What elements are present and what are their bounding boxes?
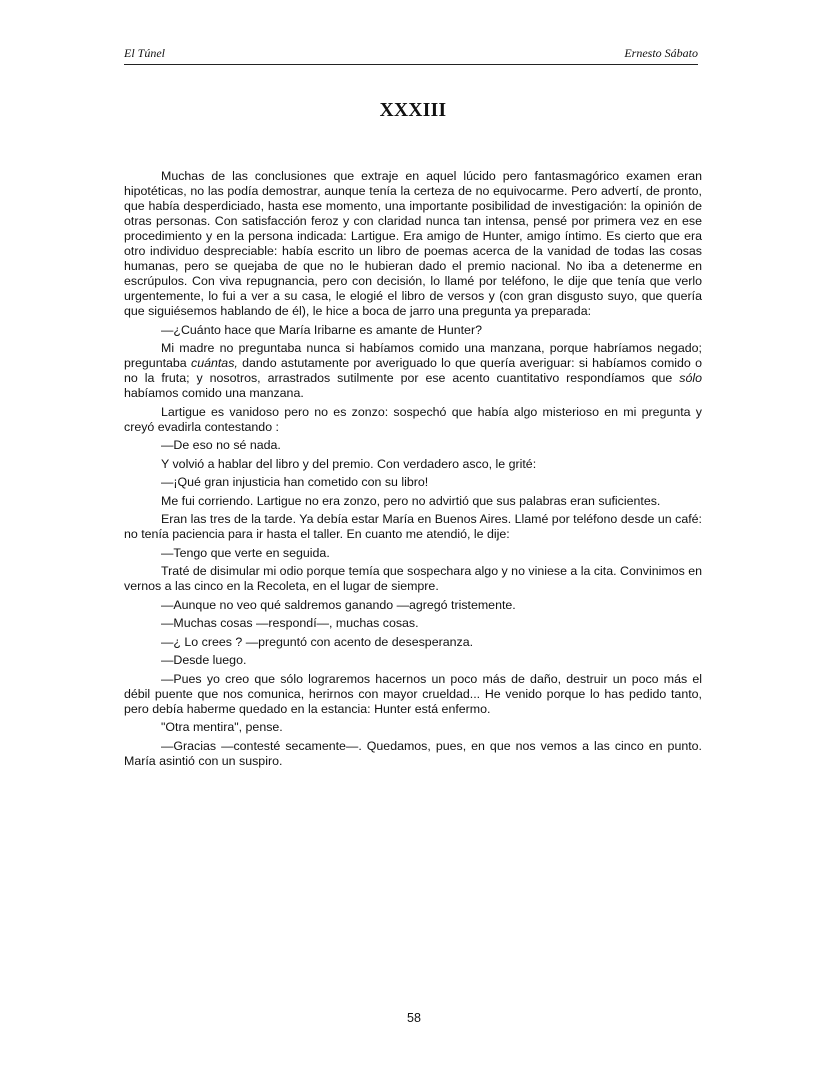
text-run: —De eso no sé nada. — [161, 438, 281, 452]
paragraph — [124, 475, 702, 490]
italic-text: cuántas, — [191, 356, 238, 370]
paragraph — [124, 720, 702, 735]
text-run: —Aunque no veo qué saldremos ganando —agregó tristemente. — [161, 597, 516, 612]
paragraph — [124, 635, 702, 650]
paragraph — [124, 341, 702, 401]
paragraph — [124, 512, 702, 542]
paragraph — [124, 494, 702, 509]
text-run: —¿ Lo crees ? —preguntó con acento de desesperanza. — [161, 634, 474, 649]
text-run: habíamos comido una manzana. — [124, 386, 304, 400]
paragraph — [124, 457, 702, 472]
paragraph — [124, 653, 702, 668]
text-run: —¿Cuánto hace que María Iribarne es amante de Hunter? — [161, 322, 482, 337]
text-run: Muchas de las conclusiones que extraje en aquel lúcido pero fantasmagórico examen eran hipotéticas, no las podía demostrar, aunque tenía la certeza de no equivocarme. Pero advertí, de pronto, que había desperdiciado, hasta ese momento, una importante posibilidad de investigación: la opinión de otras personas. Con satisfacción feroz y con claridad nunca tan intensa, pensé por primera vez en ese procedimiento y en la persona indicada: Lartigue. Era amigo de Hunter, amigo íntimo. Es cierto que era otro individuo despreciable: había escrito un libro de poemas acerca de la vanidad de todas las cosas humanas, pero se quejaba de que no le hubieran dado el premio nacional. No iba a detenerme en escrúpulos. Con viva repugnancia, pero con decisión, lo llamé por teléfono, le dije que tenía que verlo urgentemente, lo fui a ver a su casa, le elogié el libro de versos y (con gran disgusto suyo, que quería que siguiésemos hablando de él), le hice a boca de jarro una pregunta ya preparada: — [124, 169, 702, 318]
header-author: Ernesto Sábato — [624, 46, 698, 60]
chapter-title: XXXIII — [379, 100, 447, 121]
text-run: —Desde luego. — [161, 653, 247, 667]
paragraph — [124, 169, 702, 319]
paragraph — [124, 598, 702, 613]
paragraph — [124, 546, 702, 561]
paragraph — [124, 672, 702, 717]
italic-text: sólo — [679, 371, 702, 385]
text-run: —Pues yo creo que sólo lograremos hacernos un poco más de daño, destruir un poco más el débil puente que nos comunica, herirnos con mayor crueldad... He venido porque lo has pedido tanto, pero debía haberme quedado en la estancia: Hunter está enfermo. — [124, 671, 702, 716]
text-run: Mi madre no preguntaba nunca si habíamos comido una manzana, porque habríamos negado; preguntaba — [124, 341, 702, 370]
text-run: "Otra mentira", pense. — [161, 720, 283, 734]
text-run: —Muchas cosas —respondí—, muchas cosas. — [161, 616, 419, 630]
paragraph — [124, 564, 702, 594]
paragraph — [124, 405, 702, 435]
text-run: Eran las tres de la tarde. Ya debía estar María en Buenos Aires. Llamé por teléfono desde un café: no tenía paciencia para ir hasta el taller. En cuanto me atendió, le dije: — [124, 512, 702, 541]
body-text — [124, 169, 702, 772]
paragraph — [124, 323, 702, 338]
paragraph — [124, 438, 702, 453]
paragraph — [124, 616, 702, 631]
page-number: 58 — [407, 1011, 421, 1025]
text-run: dando astutamente por averiguado lo que quería averiguar: si habíamos comido o no la fruta; y nosotros, arrastrados sutilmente por ese acento cuantitativo respondíamos que — [124, 356, 702, 385]
header-book-title: El Túnel — [124, 46, 165, 60]
text-run: Traté de disimular mi odio porque temía que sospechara algo y no viniese a la cita. Convinimos en vernos a las cinco en la Recoleta, en el lugar de siempre. — [124, 564, 702, 593]
text-run: —Gracias —contesté secamente—. Quedamos, pues, en que nos vemos a las cinco en punto. María asintió con un suspiro. — [124, 738, 702, 768]
text-run: Me fui corriendo. Lartigue no era zonzo, pero no advirtió que sus palabras eran suficientes. — [161, 493, 661, 508]
text-run: Y volvió a hablar del libro y del premio. Con verdadero asco, le grité: — [161, 456, 537, 471]
text-run: —¡Qué gran injusticia han cometido con su libro! — [161, 475, 429, 489]
paragraph — [124, 739, 702, 769]
text-run: Lartigue es vanidoso pero no es zonzo: sospechó que había algo misterioso en mi pregunta y creyó evadirla contestando : — [124, 404, 702, 434]
running-header — [124, 42, 698, 65]
text-run: —Tengo que verte en seguida. — [161, 545, 330, 560]
